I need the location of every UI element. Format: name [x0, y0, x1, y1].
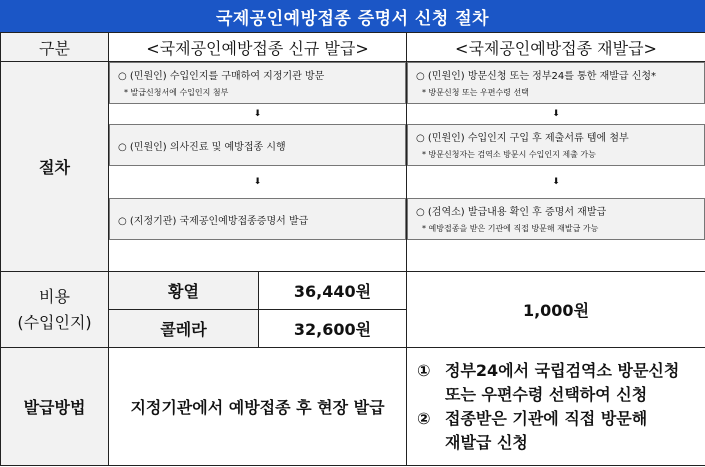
list-item: ② 접종받은 기관에 직접 방문해 재발급 신청 [417, 408, 648, 452]
procedure-row [1, 62, 705, 272]
new-step-1: ○ (민원인) 수입인지를 구매하여 지정기관 방문 * 발급신청서에 수입인지 첨부 [109, 62, 406, 104]
new-step-2: ○ (민원인) 의사진료 및 예방접종 시행 [109, 124, 406, 166]
procedure-table [0, 32, 705, 466]
cost-label: 비용 (수입인지) [1, 272, 109, 348]
procedure-label: 절차 [1, 62, 109, 272]
cost-row-1 [1, 272, 705, 310]
reissue-step-1: ○ (민원인) 방문신청 또는 정부24를 통한 재발급 신청* * 방문신청 또는 우편수령 선택 [407, 62, 705, 104]
page-title: 국제공인예방접종 증명서 신청 절차 [0, 0, 705, 32]
new-step-3: ○ (지정기관) 국제공인예방접종증명서 발급 [109, 198, 406, 240]
method-new: 지정기관에서 예방접종 후 현장 발급 [109, 348, 407, 466]
method-reissue [407, 348, 705, 466]
method-label: 발급방법 [1, 348, 109, 466]
arrow-down-icon: ⬇ [253, 109, 262, 119]
header-category: 구분 [1, 33, 109, 62]
reissue-price: 1,000원 [407, 272, 705, 348]
arrow-down-icon: ⬇ [552, 109, 560, 119]
header-reissue: <국제공인예방접종 재발급> [407, 33, 705, 62]
method-row [1, 348, 705, 466]
arrow-down-icon: ⬇ [552, 177, 560, 187]
arrow-down-icon: ⬇ [253, 177, 262, 187]
vaccine-price: 36,440원 [259, 272, 407, 310]
reissue-steps [407, 62, 705, 272]
header-new-issue: <국제공인예방접종 신규 발급> [109, 33, 407, 62]
reissue-step-3: ○ (검역소) 발급내용 확인 후 증명서 재발급 * 예방접종을 받은 기관에 직접 방문해 재발급 가능 [407, 198, 705, 240]
vaccine-name: 황열 [109, 272, 259, 310]
header-row [1, 33, 705, 62]
new-issue-steps [109, 62, 407, 272]
vaccine-name: 콜레라 [109, 310, 259, 348]
vaccine-price: 32,600원 [259, 310, 407, 348]
reissue-step-2: ○ (민원인) 수입인지 구입 후 제출서류 템에 첨부 * 방문신청자는 검역소 방문시 수입인지 제출 가능 [407, 124, 705, 166]
list-item: ① 정부24에서 국립검역소 방문신청 또는 우편수령 선택하여 신청 [417, 360, 680, 404]
